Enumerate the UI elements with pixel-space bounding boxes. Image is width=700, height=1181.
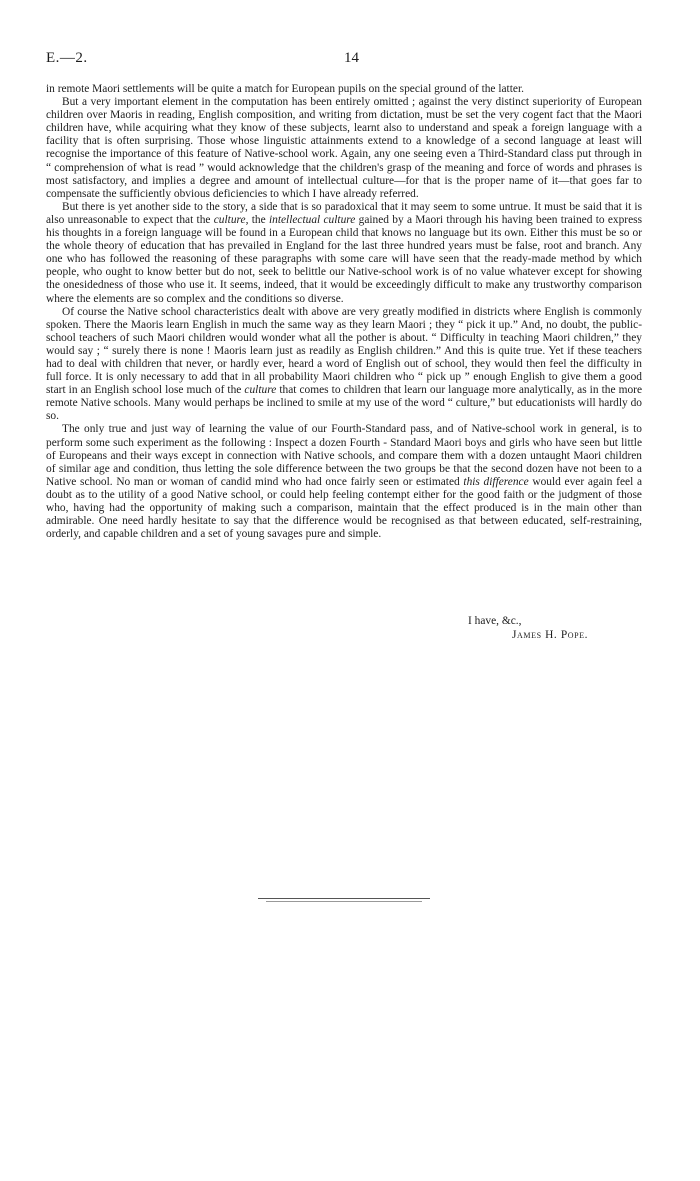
paragraph-text: But there is yet another side to the story, a side that is so paradoxical that it may seem to some untrue. It must be said that it is also unreasonable to expect that the (46, 200, 642, 226)
paragraph-experiment (46, 423, 642, 541)
emphasis-culture-2: culture (244, 384, 277, 397)
letter-closing (468, 615, 588, 642)
paragraph-text: gained by a Maori through his having been trained to express his thoughts in a foreign language will be found in a European child that knows no language but its own. Either this must be so or the whole theory of education that has prevailed in England for the last three hundred years must be false, root and branch. Any one who has followed the reasoning of these paragraphs with some care will have seen that the ready-made method by which people, who ought to know better but do not, seek to belittle our Native-school work is of no value whatever except for showing the onesidedness of those who use it. It seems, indeed, that it would be exceedingly difficult to make any trustworthy comparison where the elements are so complex and the conditions so diverse. (46, 213, 643, 305)
emphasis-culture: culture, (213, 213, 249, 226)
page-header (46, 50, 642, 70)
signature: James H. Pope. (512, 628, 589, 641)
paragraph-text: Of course the Native school characteristics dealt with above are very greatly modified in districts where English is commonly spoken. There the Maoris learn English in much the same way as they learn Maori ; they “ pick it up.” And, no doubt, the public-school teachers of such Maori children would wonder what all the pother is about. “ Difficulty in teaching Maori children,” they would say ; “ surely there is none ! Maoris learn just as readily as English children.” And this is quite true. Yet if these teachers had to deal with children that never, or hardly ever, heard a word of English out of school, they would then feel the difficulty in full force. It is only necessary to add that in all probability Maori children who “ pick up ” enough English to give them a good start in an English school lose much of the (46, 305, 642, 397)
paragraph-english-districts (46, 306, 642, 424)
paragraph-text: that comes to children that learn our language more analytically, as in the more remote Native schools. Many would perhaps be inclined to smile at my use of the word “ culture,” but educationists will hardly do so. (46, 384, 642, 423)
document-body (46, 83, 642, 541)
valediction: I have, &c., (468, 615, 522, 627)
paragraph-continuation: in remote Maori settlements will be quite a match for European pupils on the special ground of the latter. (46, 83, 524, 95)
paragraph-text: would ever again feel a doubt as to the utility of a good Native school, or could help feeling contempt either for the good faith or the judgment of those who, having had the opportunity of making such a comparison, maintain that the effect produced is in the main other than admirable. One need hardly hesitate to say that the difference would be recognised as that between educated, self-restraining, orderly, and capable children and a set of young savages pure and simple. (46, 475, 642, 541)
paragraph-text: The only true and just way of learning the value of our Fourth-Standard pass, and of Native-school work in general, is to perform some such experiment as the following : Inspect a dozen Fourth - Standard Maori boys and girls who have seen but little of Europeans and their ways except in connection with Native schools, and compare them with a dozen untaught Maori children of similar age and condition, thus letting the sole difference between the two groups be that the second dozen have not been to a Native school. No man or woman of candid mind who had once fairly seen or estimated (46, 423, 642, 488)
end-rule (258, 898, 430, 899)
page-number: 14 (344, 50, 359, 66)
emphasis-intellectual-culture: intellectual culture (268, 213, 356, 226)
emphasis-this-difference: this difference (463, 475, 529, 488)
paragraph-another-side (46, 201, 642, 306)
document-reference: E.—2. (46, 50, 88, 66)
paragraph-element-omitted: But a very important element in the computation has been entirely omitted ; against the very distinct superiority of European children over Maoris in reading, English composition, and writing from dictation, must be set the very cogent fact that the Maori children have, while acquiring what they know of these subjects, learnt also to understand and speak a foreign language with a facility that is often surprising. Those whose linguistic attainments extend to a knowledge of a second language at least will recognise the importance of this feature of Native-school work. Again, any one seeing even a Third-Standard class put through in “ comprehension of what is read ” would acknowledge that the children's grasp of the meaning and force of words and phrases is most satisfactory, and implies a degree and amount of intellectual culture—for that is the proper name of it—that goes far to compensate the sufficiently obvious deficiencies to which I have already referred. (46, 96, 642, 200)
paragraph-text: the (251, 213, 266, 226)
end-rule-secondary (266, 901, 422, 902)
